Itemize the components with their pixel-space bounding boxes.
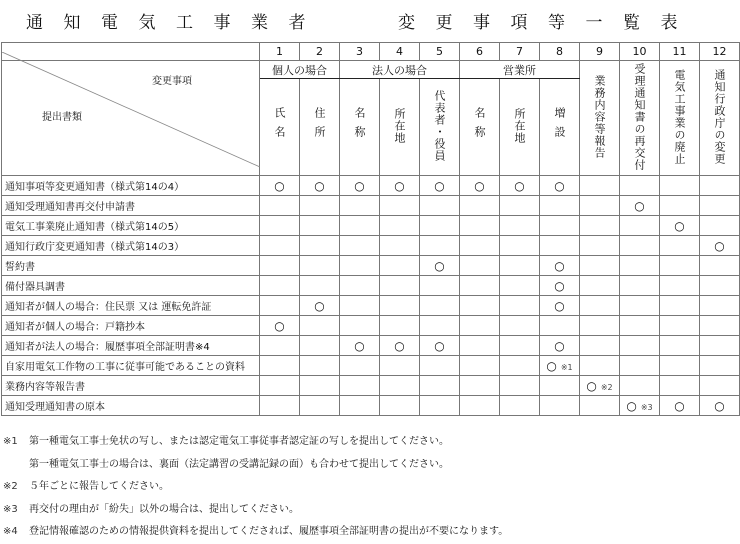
empty-cell xyxy=(380,356,420,376)
empty-cell xyxy=(620,376,660,396)
circle-mark-icon: ○ xyxy=(274,178,285,193)
column-label-11 xyxy=(660,61,700,176)
document-name: 通知受理通知書再交付申請書 xyxy=(2,196,260,216)
empty-cell xyxy=(620,236,660,256)
circle-mark-icon: ○ xyxy=(274,318,285,333)
empty-cell xyxy=(340,256,380,276)
empty-cell xyxy=(260,296,300,316)
empty-cell xyxy=(300,396,340,416)
footnote-item xyxy=(3,476,740,499)
table-row xyxy=(2,216,740,236)
empty-cell xyxy=(460,236,500,256)
empty-cell xyxy=(340,296,380,316)
column-label-text: 業務内容等報告 xyxy=(593,74,606,159)
required-mark-cell xyxy=(260,176,300,196)
table-row xyxy=(2,356,740,376)
circle-mark-icon: ○ xyxy=(554,258,565,273)
empty-cell xyxy=(340,276,380,296)
title-part-1: 通知電気工事業者 xyxy=(26,13,326,33)
table-row xyxy=(2,256,740,276)
column-number-11: 11 xyxy=(660,43,700,61)
empty-cell xyxy=(340,216,380,236)
document-name: 電気工事業廃止通知書（様式第14の5） xyxy=(2,216,260,236)
empty-cell xyxy=(260,376,300,396)
circle-mark-icon: ○ xyxy=(314,178,325,193)
document-name: 自家用電気工作物の工事に従事可能であることの資料 xyxy=(2,356,260,376)
column-label-text: 増設 xyxy=(553,106,566,145)
empty-cell xyxy=(380,196,420,216)
column-label-4 xyxy=(380,79,420,176)
empty-cell xyxy=(420,196,460,216)
circle-mark-icon: ○ xyxy=(434,258,445,273)
empty-cell xyxy=(580,256,620,276)
group-header-row xyxy=(2,61,740,79)
empty-cell xyxy=(500,236,540,256)
empty-cell xyxy=(660,336,700,356)
empty-cell xyxy=(420,316,460,336)
circle-mark-icon: ○ xyxy=(634,198,645,213)
required-mark-cell xyxy=(540,276,580,296)
empty-cell xyxy=(700,276,740,296)
empty-cell xyxy=(460,396,500,416)
required-mark-cell xyxy=(380,336,420,356)
empty-cell xyxy=(420,276,460,296)
empty-cell xyxy=(420,216,460,236)
column-label-text: 住所 xyxy=(313,106,326,145)
column-label-7 xyxy=(500,79,540,176)
empty-cell xyxy=(380,296,420,316)
empty-cell xyxy=(460,216,500,236)
required-mark-cell xyxy=(380,176,420,196)
column-label-text: 名称 xyxy=(353,106,366,145)
footnote-item xyxy=(3,454,740,477)
empty-cell xyxy=(660,296,700,316)
column-label-10 xyxy=(620,61,660,176)
column-number-7: 7 xyxy=(500,43,540,61)
circle-mark-icon: ○ xyxy=(554,278,565,293)
empty-cell xyxy=(460,276,500,296)
empty-cell xyxy=(580,296,620,316)
empty-cell xyxy=(420,356,460,376)
document-name: 通知受理通知書の原本 xyxy=(2,396,260,416)
required-mark-cell xyxy=(420,176,460,196)
empty-cell xyxy=(620,216,660,236)
circle-mark-icon: ○ xyxy=(354,338,365,353)
footnote-reference: ※3 xyxy=(640,402,653,412)
required-mark-cell xyxy=(300,296,340,316)
empty-cell xyxy=(380,256,420,276)
empty-cell xyxy=(580,356,620,376)
empty-cell xyxy=(500,396,540,416)
circle-mark-icon: ○ xyxy=(586,378,597,393)
empty-cell xyxy=(660,236,700,256)
column-number-8: 8 xyxy=(540,43,580,61)
column-label-text: 通知行政庁の変更 xyxy=(713,68,726,165)
empty-cell xyxy=(620,316,660,336)
circle-mark-icon: ○ xyxy=(394,338,405,353)
empty-cell xyxy=(380,216,420,236)
empty-cell xyxy=(540,316,580,336)
group-header-2: 法人の場合 xyxy=(340,61,460,79)
table-row xyxy=(2,176,740,196)
column-number-2: 2 xyxy=(300,43,340,61)
required-mark-cell xyxy=(540,296,580,316)
title-part-2: 変更事項等一覧表 xyxy=(398,13,698,33)
circle-mark-icon: ○ xyxy=(626,398,637,413)
document-name: 誓約書 xyxy=(2,256,260,276)
document-name: 通知者が個人の場合：戸籍抄本 xyxy=(2,316,260,336)
empty-cell xyxy=(260,256,300,276)
empty-cell xyxy=(300,216,340,236)
empty-cell xyxy=(300,356,340,376)
required-mark-cell xyxy=(580,376,620,396)
required-mark-cell xyxy=(540,256,580,276)
column-label-1 xyxy=(260,79,300,176)
required-mark-cell xyxy=(540,356,580,376)
required-mark-cell xyxy=(340,176,380,196)
empty-cell xyxy=(460,316,500,336)
empty-cell xyxy=(460,196,500,216)
document-name: 通知者が個人の場合：住民票 又は 運転免許証 xyxy=(2,296,260,316)
empty-cell xyxy=(580,396,620,416)
empty-cell xyxy=(660,256,700,276)
empty-cell xyxy=(340,236,380,256)
circle-mark-icon: ○ xyxy=(674,218,685,233)
change-items-table xyxy=(1,42,740,416)
empty-cell xyxy=(620,296,660,316)
document-name: 業務内容等報告書 xyxy=(2,376,260,396)
circle-mark-icon: ○ xyxy=(394,178,405,193)
empty-cell xyxy=(580,316,620,336)
empty-cell xyxy=(660,316,700,336)
circle-mark-icon: ○ xyxy=(554,338,565,353)
empty-cell xyxy=(620,176,660,196)
empty-cell xyxy=(420,236,460,256)
empty-cell xyxy=(340,316,380,336)
empty-cell xyxy=(500,296,540,316)
required-mark-cell xyxy=(620,396,660,416)
empty-cell xyxy=(260,396,300,416)
empty-cell xyxy=(660,176,700,196)
footnotes xyxy=(3,431,740,544)
column-label-text: 受理通知書の再交付 xyxy=(633,62,646,171)
required-mark-cell xyxy=(660,216,700,236)
empty-cell xyxy=(340,356,380,376)
footnote-item xyxy=(3,499,740,522)
empty-cell xyxy=(580,176,620,196)
required-mark-cell xyxy=(500,176,540,196)
empty-cell xyxy=(700,336,740,356)
empty-cell xyxy=(620,356,660,376)
column-number-3: 3 xyxy=(340,43,380,61)
empty-cell xyxy=(300,256,340,276)
table-row xyxy=(2,236,740,256)
circle-mark-icon: ○ xyxy=(554,178,565,193)
empty-cell xyxy=(660,356,700,376)
empty-cell xyxy=(540,236,580,256)
empty-cell xyxy=(420,396,460,416)
required-mark-cell xyxy=(700,236,740,256)
empty-cell xyxy=(660,376,700,396)
circle-mark-icon: ○ xyxy=(514,178,525,193)
empty-cell xyxy=(340,396,380,416)
column-number-6: 6 xyxy=(460,43,500,61)
empty-cell xyxy=(260,216,300,236)
column-number-1: 1 xyxy=(260,43,300,61)
circle-mark-icon: ○ xyxy=(554,298,565,313)
empty-cell xyxy=(580,276,620,296)
empty-cell xyxy=(500,256,540,276)
column-number-5: 5 xyxy=(420,43,460,61)
column-label-9 xyxy=(580,61,620,176)
empty-cell xyxy=(300,316,340,336)
footnote-text: 第一種電気工事士免状の写し、または認定電気工事従事者認定証の写しを提出してください。 xyxy=(29,436,449,447)
footnote-text: 再交付の理由が「紛失」以外の場合は、提出してください。 xyxy=(29,503,299,515)
column-number-12: 12 xyxy=(700,43,740,61)
footnote-reference: ※1 xyxy=(560,362,573,372)
table-row xyxy=(2,316,740,336)
column-label-2 xyxy=(300,79,340,176)
circle-mark-icon: ○ xyxy=(546,358,557,373)
empty-cell xyxy=(500,276,540,296)
empty-cell xyxy=(460,356,500,376)
table-row xyxy=(2,196,740,216)
group-header-1: 個人の場合 xyxy=(260,61,340,79)
empty-cell xyxy=(300,196,340,216)
footnote-key: ※3 xyxy=(3,503,18,515)
circle-mark-icon: ○ xyxy=(714,238,725,253)
footnote-reference: ※2 xyxy=(600,382,613,392)
empty-cell xyxy=(540,396,580,416)
empty-cell xyxy=(540,196,580,216)
column-label-3 xyxy=(340,79,380,176)
required-mark-cell xyxy=(300,176,340,196)
required-mark-cell xyxy=(660,396,700,416)
required-mark-cell xyxy=(420,256,460,276)
table-row xyxy=(2,296,740,316)
empty-cell xyxy=(380,316,420,336)
empty-cell xyxy=(700,176,740,196)
empty-cell xyxy=(580,216,620,236)
empty-cell xyxy=(540,376,580,396)
empty-cell xyxy=(500,316,540,336)
empty-cell xyxy=(340,196,380,216)
change-items-label: 変更事項 xyxy=(152,76,192,87)
empty-cell xyxy=(460,336,500,356)
empty-cell xyxy=(380,276,420,296)
empty-cell xyxy=(420,376,460,396)
column-number-4: 4 xyxy=(380,43,420,61)
required-mark-cell xyxy=(620,196,660,216)
footnote-key: ※4 xyxy=(3,526,18,537)
empty-cell xyxy=(300,276,340,296)
column-label-5 xyxy=(420,79,460,176)
empty-cell xyxy=(700,376,740,396)
required-mark-cell xyxy=(260,316,300,336)
circle-mark-icon: ○ xyxy=(674,398,685,413)
empty-cell xyxy=(700,256,740,276)
column-label-text: 電気工事業の廃止 xyxy=(673,68,686,165)
document-name: 通知行政庁変更通知書（様式第14の3） xyxy=(2,236,260,256)
empty-cell xyxy=(380,236,420,256)
empty-cell xyxy=(460,376,500,396)
empty-cell xyxy=(500,376,540,396)
empty-cell xyxy=(700,296,740,316)
column-label-text: 所在地 xyxy=(393,107,406,144)
circle-mark-icon: ○ xyxy=(434,338,445,353)
empty-cell xyxy=(660,196,700,216)
required-mark-cell xyxy=(420,336,460,356)
circle-mark-icon: ○ xyxy=(714,398,725,413)
footnote-text: 登記情報確認のための情報提供資料を提出してくだされば、履歴事項全部証明書の提出が不要になります。 xyxy=(29,526,509,537)
empty-cell xyxy=(580,336,620,356)
empty-cell xyxy=(580,236,620,256)
empty-cell xyxy=(460,296,500,316)
documents-label: 提出書類 xyxy=(42,112,82,123)
empty-cell xyxy=(260,196,300,216)
empty-cell xyxy=(260,276,300,296)
table-row xyxy=(2,396,740,416)
footnote-key: ※2 xyxy=(3,481,18,492)
group-header-3: 営業所 xyxy=(460,61,580,79)
empty-cell xyxy=(300,236,340,256)
column-label-12 xyxy=(700,61,740,176)
required-mark-cell xyxy=(340,336,380,356)
column-number-10: 10 xyxy=(620,43,660,61)
table-row xyxy=(2,276,740,296)
required-mark-cell xyxy=(540,336,580,356)
empty-cell xyxy=(300,376,340,396)
footnote-item xyxy=(3,521,740,544)
document-name: 通知事項等変更通知書（様式第14の4） xyxy=(2,176,260,196)
circle-mark-icon: ○ xyxy=(474,178,485,193)
column-label-text: 代表者・役員 xyxy=(433,89,446,162)
footnote-key: ※1 xyxy=(3,436,18,447)
column-label-6 xyxy=(460,79,500,176)
empty-cell xyxy=(300,336,340,356)
document-name: 通知者が法人の場合：履歴事項全部証明書※4 xyxy=(2,336,260,356)
circle-mark-icon: ○ xyxy=(434,178,445,193)
empty-cell xyxy=(260,356,300,376)
empty-cell xyxy=(380,376,420,396)
required-mark-cell xyxy=(540,176,580,196)
empty-cell xyxy=(700,216,740,236)
column-number-9: 9 xyxy=(580,43,620,61)
empty-cell xyxy=(380,396,420,416)
circle-mark-icon: ○ xyxy=(354,178,365,193)
table-row xyxy=(2,376,740,396)
column-label-8 xyxy=(540,79,580,176)
column-label-text: 所在地 xyxy=(513,107,526,144)
column-label-text: 名称 xyxy=(473,106,486,145)
empty-cell xyxy=(340,376,380,396)
empty-cell xyxy=(700,316,740,336)
empty-cell xyxy=(500,216,540,236)
column-label-text: 氏名 xyxy=(273,106,286,145)
empty-cell xyxy=(500,336,540,356)
empty-cell xyxy=(540,216,580,236)
empty-cell xyxy=(500,356,540,376)
empty-cell xyxy=(460,256,500,276)
empty-cell xyxy=(500,196,540,216)
empty-cell xyxy=(620,256,660,276)
required-mark-cell xyxy=(700,396,740,416)
footnote-item xyxy=(3,431,740,454)
required-mark-cell xyxy=(460,176,500,196)
corner-header-cell xyxy=(2,61,260,176)
footnote-text: 第一種電気工事士の場合は、裏面（法定講習の受講記録の面）も合わせて提出してください。 xyxy=(29,458,449,470)
empty-cell xyxy=(420,296,460,316)
empty-cell xyxy=(620,276,660,296)
empty-cell xyxy=(260,236,300,256)
empty-cell xyxy=(660,276,700,296)
table-row xyxy=(2,336,740,356)
diagonal-divider xyxy=(2,52,260,167)
empty-cell xyxy=(700,196,740,216)
document-name: 備付器具調書 xyxy=(2,276,260,296)
empty-cell xyxy=(580,196,620,216)
empty-cell xyxy=(620,336,660,356)
empty-cell xyxy=(260,336,300,356)
empty-cell xyxy=(700,356,740,376)
footnote-text: ５年ごとに報告してください。 xyxy=(29,481,169,492)
circle-mark-icon: ○ xyxy=(314,298,325,313)
page-title xyxy=(0,8,740,32)
